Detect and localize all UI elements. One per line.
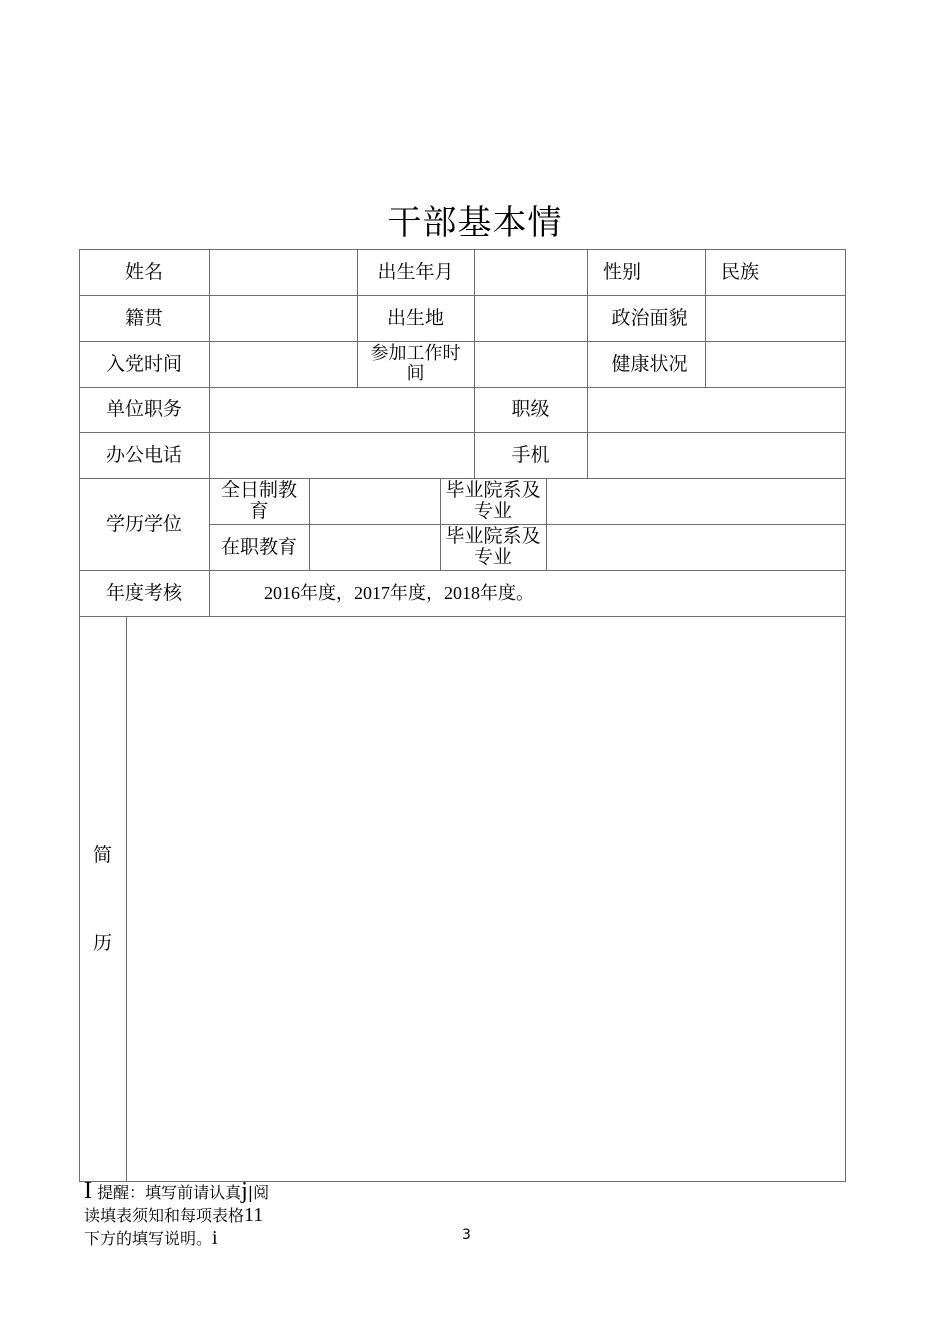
political-status-field[interactable] (712, 295, 845, 341)
office-phone-field[interactable] (209, 432, 474, 478)
reminder-line (84, 1180, 269, 1204)
resume-label (79, 616, 126, 1181)
reminder-line (84, 1227, 269, 1250)
political-status-label: 政治面貌 (611, 306, 688, 329)
fulltime-education-field[interactable] (309, 478, 440, 524)
fill-in-reminder (84, 1180, 269, 1250)
reminder-mark: I (84, 1178, 92, 1204)
reminder-text: 提醒：填写前请认真 (97, 1183, 242, 1202)
work-start-date-label: 参加工作时间 (370, 343, 461, 384)
mobile-label: 手机 (511, 443, 550, 466)
birth-date-label: 出生年月 (377, 260, 454, 283)
reminder-mark: 11 (244, 1204, 264, 1226)
resume-field[interactable] (127, 617, 845, 1181)
ethnicity-label: 民族 (721, 260, 760, 283)
health-status-field[interactable] (712, 341, 845, 387)
party-join-date-label: 入党时间 (105, 352, 182, 375)
health-status-label: 健康状况 (611, 352, 688, 375)
inservice-education-field[interactable] (309, 524, 440, 570)
reminder-text: |阅 (247, 1183, 270, 1202)
birthplace-field[interactable] (474, 295, 587, 341)
resume-label-char: 历 (92, 931, 112, 954)
fulltime-school-field[interactable] (546, 478, 845, 524)
annual-assessment-label: 年度考核 (105, 581, 182, 604)
page-number: 3 (462, 1227, 471, 1243)
page-title: 干部基本情 (387, 203, 563, 243)
col-divider (440, 478, 441, 570)
office-phone-label: 办公电话 (105, 443, 182, 466)
unit-position-field[interactable] (209, 387, 474, 432)
rank-label: 职级 (511, 398, 550, 420)
inservice-school-label: 毕业院系及专业 (445, 525, 541, 568)
resume-label-char: 简 (92, 843, 112, 866)
rank-field[interactable] (587, 387, 845, 432)
name-field[interactable] (209, 249, 357, 295)
fulltime-school-label: 毕业院系及专业 (445, 479, 541, 522)
native-place-field[interactable] (209, 295, 357, 341)
reminder-mark: j (241, 1178, 248, 1204)
inservice-education-label: 在职教育 (220, 535, 297, 558)
inservice-school-field[interactable] (546, 524, 845, 570)
native-place-label: 籍贯 (124, 306, 163, 329)
party-join-date-field[interactable] (209, 341, 357, 387)
reminder-text: 读填表须知和每项表格 (84, 1206, 245, 1225)
table-border-right (845, 249, 846, 1182)
reminder-text: 下方的填写说明。 (84, 1229, 213, 1248)
birth-date-field[interactable] (474, 249, 587, 295)
reminder-mark: i (212, 1227, 218, 1249)
reminder-line (84, 1204, 269, 1227)
mobile-field[interactable] (587, 432, 845, 478)
annual-assessment-value[interactable]: 2016年度，2017年度，2018年度。 (264, 582, 534, 603)
name-label: 姓名 (124, 260, 163, 283)
fulltime-education-label: 全日制教育 (220, 479, 297, 522)
work-start-date-field[interactable] (474, 341, 587, 387)
unit-position-label: 单位职务 (105, 398, 182, 420)
birthplace-label: 出生地 (386, 306, 444, 329)
gender-label: 性别 (603, 260, 642, 283)
education-label: 学历学位 (105, 512, 182, 535)
